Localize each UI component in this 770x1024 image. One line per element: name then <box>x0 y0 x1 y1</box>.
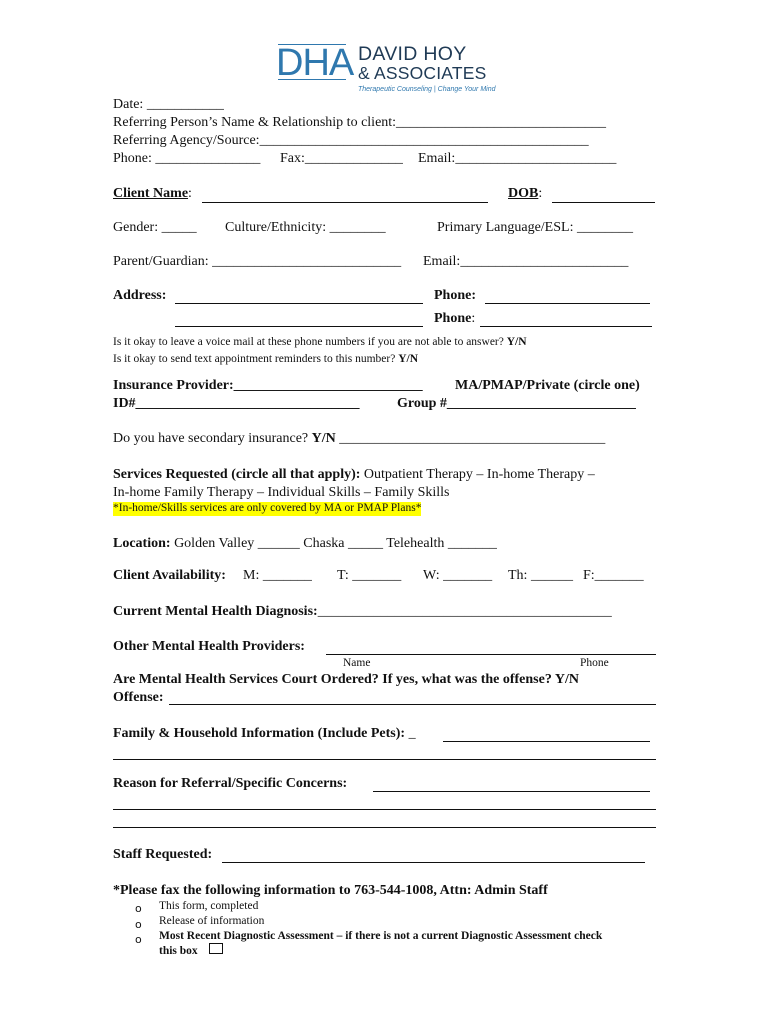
insurance-id-field[interactable]: ID#________________________________ <box>113 396 360 411</box>
family-household-label: Family & Household Information (Include Pets): <box>113 726 406 741</box>
insurance-group-field[interactable]: Group #___________________________ <box>397 396 636 411</box>
location-label: Location: <box>113 536 171 551</box>
family-household-first-line[interactable]: _ <box>405 726 416 741</box>
secondary-insurance-question: Do you have secondary insurance? <box>113 431 309 446</box>
phone2-label-text: Phone <box>434 311 472 326</box>
logo-name-line1: DAVID HOY <box>358 43 467 65</box>
client-name-colon: : <box>188 186 192 201</box>
address-line1-input[interactable] <box>175 303 423 304</box>
client-name-label <box>113 187 192 201</box>
dob-label <box>508 187 542 201</box>
availability-thursday[interactable]: Th: ______ <box>508 568 573 583</box>
phone2-colon: : <box>471 311 476 326</box>
voicemail-question-text: Is it okay to leave a voice mail at these phone numbers if you are not able to answer? <box>113 336 504 348</box>
offense-input[interactable] <box>169 704 656 705</box>
address-line2-input[interactable] <box>175 326 423 327</box>
guardian-field[interactable]: Parent/Guardian: ___________________________ <box>113 254 402 269</box>
logo-tagline: Therapeutic Counseling | Change Your Mind <box>358 86 496 93</box>
language-field[interactable]: Primary Language/ESL: ________ <box>437 220 633 235</box>
services-note: *In-home/Skills services are only covered by MA or PMAP Plans* <box>113 502 422 514</box>
text-yn[interactable]: Y/N <box>398 353 419 365</box>
family-household-input-1[interactable] <box>443 741 650 742</box>
staff-requested-input[interactable] <box>222 862 645 863</box>
phone2-input[interactable] <box>480 326 652 327</box>
referring-agency-field[interactable]: Referring Agency/Source:_______________________________________________ <box>113 133 589 148</box>
family-household-field <box>113 727 416 741</box>
fax-item-assessment: Most Recent Diagnostic Assessment – if there is not a current Diagnostic Assessment check <box>159 930 603 942</box>
company-logo <box>276 44 506 98</box>
voicemail-question <box>113 337 527 349</box>
fax-bullet-3: o <box>135 933 142 946</box>
availability-tuesday[interactable]: T: _______ <box>337 568 402 583</box>
culture-field[interactable]: Culture/Ethnicity: ________ <box>225 220 386 235</box>
insurance-plan-type[interactable]: MA/PMAP/Private (circle one) <box>455 378 640 393</box>
staff-requested-label: Staff Requested: <box>113 847 213 862</box>
other-providers-input[interactable] <box>326 654 656 655</box>
services-requested <box>113 468 595 482</box>
phone1-input[interactable] <box>485 303 650 304</box>
location-options[interactable]: Golden Valley ______ Chaska _____ Telehealth _______ <box>170 536 497 551</box>
dob-input[interactable] <box>552 202 655 203</box>
secondary-insurance-line[interactable]: ______________________________________ <box>339 431 606 446</box>
voicemail-yn[interactable]: Y/N <box>506 336 527 348</box>
other-providers-phone-caption: Phone <box>580 657 609 669</box>
offense-label: Offense: <box>113 690 164 705</box>
secondary-insurance-field[interactable] <box>113 432 605 446</box>
logo-mark: DHA <box>276 42 354 84</box>
text-question-text: Is it okay to send text appointment reminders to this number? <box>113 353 396 365</box>
court-ordered-question: Are Mental Health Services Court Ordered? If yes, what was the offense? Y/N <box>113 672 579 687</box>
availability-monday[interactable]: M: _______ <box>243 568 312 583</box>
guardian-email-field[interactable]: Email:________________________ <box>423 254 629 269</box>
referral-reason-input-3[interactable] <box>113 827 656 828</box>
referral-reason-label: Reason for Referral/Specific Concerns: <box>113 776 348 791</box>
family-household-input-2[interactable] <box>113 759 656 760</box>
dob-colon: : <box>538 186 543 201</box>
availability-friday[interactable]: F:_______ <box>583 568 644 583</box>
secondary-insurance-yn[interactable]: Y/N <box>311 431 336 446</box>
diagnosis-label: Current Mental Health Diagnosis: <box>113 604 318 619</box>
client-name-label-text: Client Name <box>113 186 189 201</box>
fax-item-form: This form, completed <box>159 900 259 912</box>
fax-field[interactable]: Fax:______________ <box>280 151 403 166</box>
referral-reason-input-1[interactable] <box>373 791 650 792</box>
other-providers-name-caption: Name <box>343 657 371 669</box>
client-name-input[interactable] <box>202 202 488 203</box>
fax-bullet-1: o <box>135 902 142 915</box>
availability-label: Client Availability: <box>113 568 226 583</box>
fax-instructions-heading: *Please fax the following information to 763-544-1008, Attn: Admin Staff <box>113 883 548 898</box>
diagnosis-field[interactable] <box>113 605 612 619</box>
gender-field[interactable]: Gender: _____ <box>113 220 197 235</box>
logo-bottom-rule <box>278 79 346 80</box>
fax-bullet-2: o <box>135 918 142 931</box>
services-label: Services Requested (circle all that apply): <box>113 467 361 482</box>
insurance-provider-field[interactable]: Insurance Provider:___________________________ <box>113 378 423 393</box>
date-field[interactable]: Date: ___________ <box>113 97 224 112</box>
assessment-checkbox[interactable] <box>209 943 223 954</box>
services-options-line1[interactable]: Outpatient Therapy – In-home Therapy – <box>360 467 595 482</box>
email-field[interactable]: Email:_______________________ <box>418 151 617 166</box>
text-question <box>113 354 418 366</box>
availability-wednesday[interactable]: W: _______ <box>423 568 493 583</box>
address-label: Address: <box>113 288 167 303</box>
fax-item-release: Release of information <box>159 915 265 927</box>
other-providers-label: Other Mental Health Providers: <box>113 639 305 654</box>
phone-field[interactable]: Phone: _______________ <box>113 151 261 166</box>
phone1-label: Phone: <box>434 288 476 303</box>
diagnosis-line[interactable]: __________________________________________ <box>317 604 612 619</box>
fax-item-assessment-cont: this box <box>159 945 198 957</box>
phone2-label <box>434 312 475 326</box>
dob-label-text: DOB <box>508 186 539 201</box>
referring-person-field[interactable]: Referring Person’s Name & Relationship to client:______________________________ <box>113 115 607 130</box>
referral-reason-input-2[interactable] <box>113 809 656 810</box>
logo-name-line2: & ASSOCIATES <box>358 63 487 83</box>
services-options-line2[interactable]: In-home Family Therapy – Individual Skills – Family Skills <box>113 485 450 500</box>
location-field[interactable] <box>113 537 497 551</box>
